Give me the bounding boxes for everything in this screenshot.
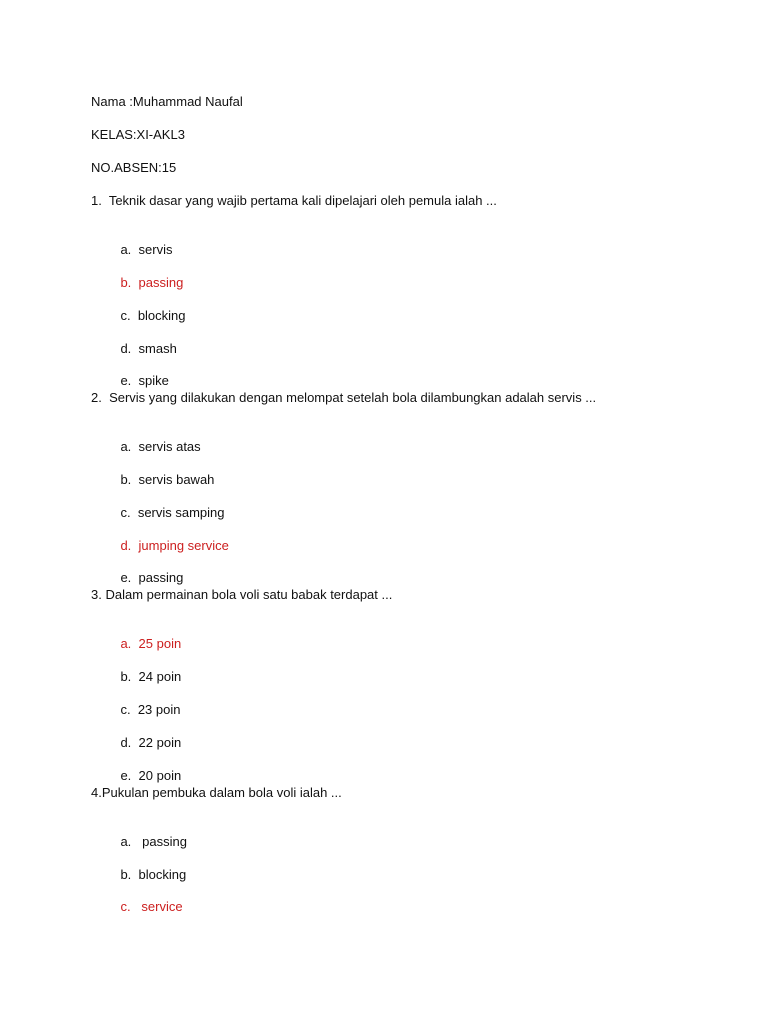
option-letter: b. — [120, 275, 132, 290]
option-text: jumping service — [138, 538, 229, 553]
option-letter: a. — [120, 636, 132, 651]
question-1-text: 1. Teknik dasar yang wajib pertama kali dipelajari oleh pemula ialah ... — [91, 193, 497, 208]
option-text: servis — [138, 242, 173, 257]
option-text: spike — [138, 373, 169, 388]
option-text: servis atas — [138, 439, 201, 454]
option-letter: b. — [120, 472, 132, 487]
option-letter: c. — [120, 702, 131, 717]
option-letter: a. — [120, 834, 132, 849]
question-3-text: 3. Dalam permainan bola voli satu babak terdapat ... — [91, 587, 393, 602]
option-letter: c. — [120, 505, 131, 520]
student-class: KELAS:XI-AKL3 — [91, 127, 185, 142]
option-text: passing — [138, 275, 184, 290]
question-2-text: 2. Servis yang dilakukan dengan melompat setelah bola dilambungkan adalah servis ... — [91, 390, 597, 405]
option-text: smash — [138, 341, 177, 356]
option-text: servis samping — [137, 505, 225, 520]
option-letter: a. — [120, 242, 132, 257]
option-letter: a. — [120, 439, 132, 454]
option-text: 25 poin — [138, 636, 182, 651]
option-letter: c. — [120, 899, 131, 914]
option-text: blocking — [138, 867, 187, 882]
option-text: 23 poin — [137, 702, 181, 717]
option-text: blocking — [137, 308, 186, 323]
option-letter: e. — [120, 768, 132, 783]
option-text: passing — [138, 570, 184, 585]
option-letter: e. — [120, 373, 132, 388]
student-attendance-number: NO.ABSEN:15 — [91, 160, 177, 175]
option-text: 22 poin — [138, 735, 182, 750]
option-text: servis bawah — [138, 472, 215, 487]
option-letter: d. — [120, 735, 132, 750]
option-text: 24 poin — [138, 669, 182, 684]
question-4-option-c-answer — [106, 883, 183, 931]
option-letter: c. — [120, 308, 131, 323]
option-letter: d. — [120, 341, 132, 356]
option-letter: e. — [120, 570, 132, 585]
student-name: Nama :Muhammad Naufal — [91, 94, 243, 109]
option-text: 20 poin — [138, 768, 182, 783]
question-4-text: 4.Pukulan pembuka dalam bola voli ialah ... — [91, 785, 342, 800]
option-letter: b. — [120, 669, 132, 684]
option-letter: d. — [120, 538, 132, 553]
option-text: passing — [142, 834, 187, 849]
option-letter: b. — [120, 867, 132, 882]
option-text: service — [141, 899, 183, 914]
